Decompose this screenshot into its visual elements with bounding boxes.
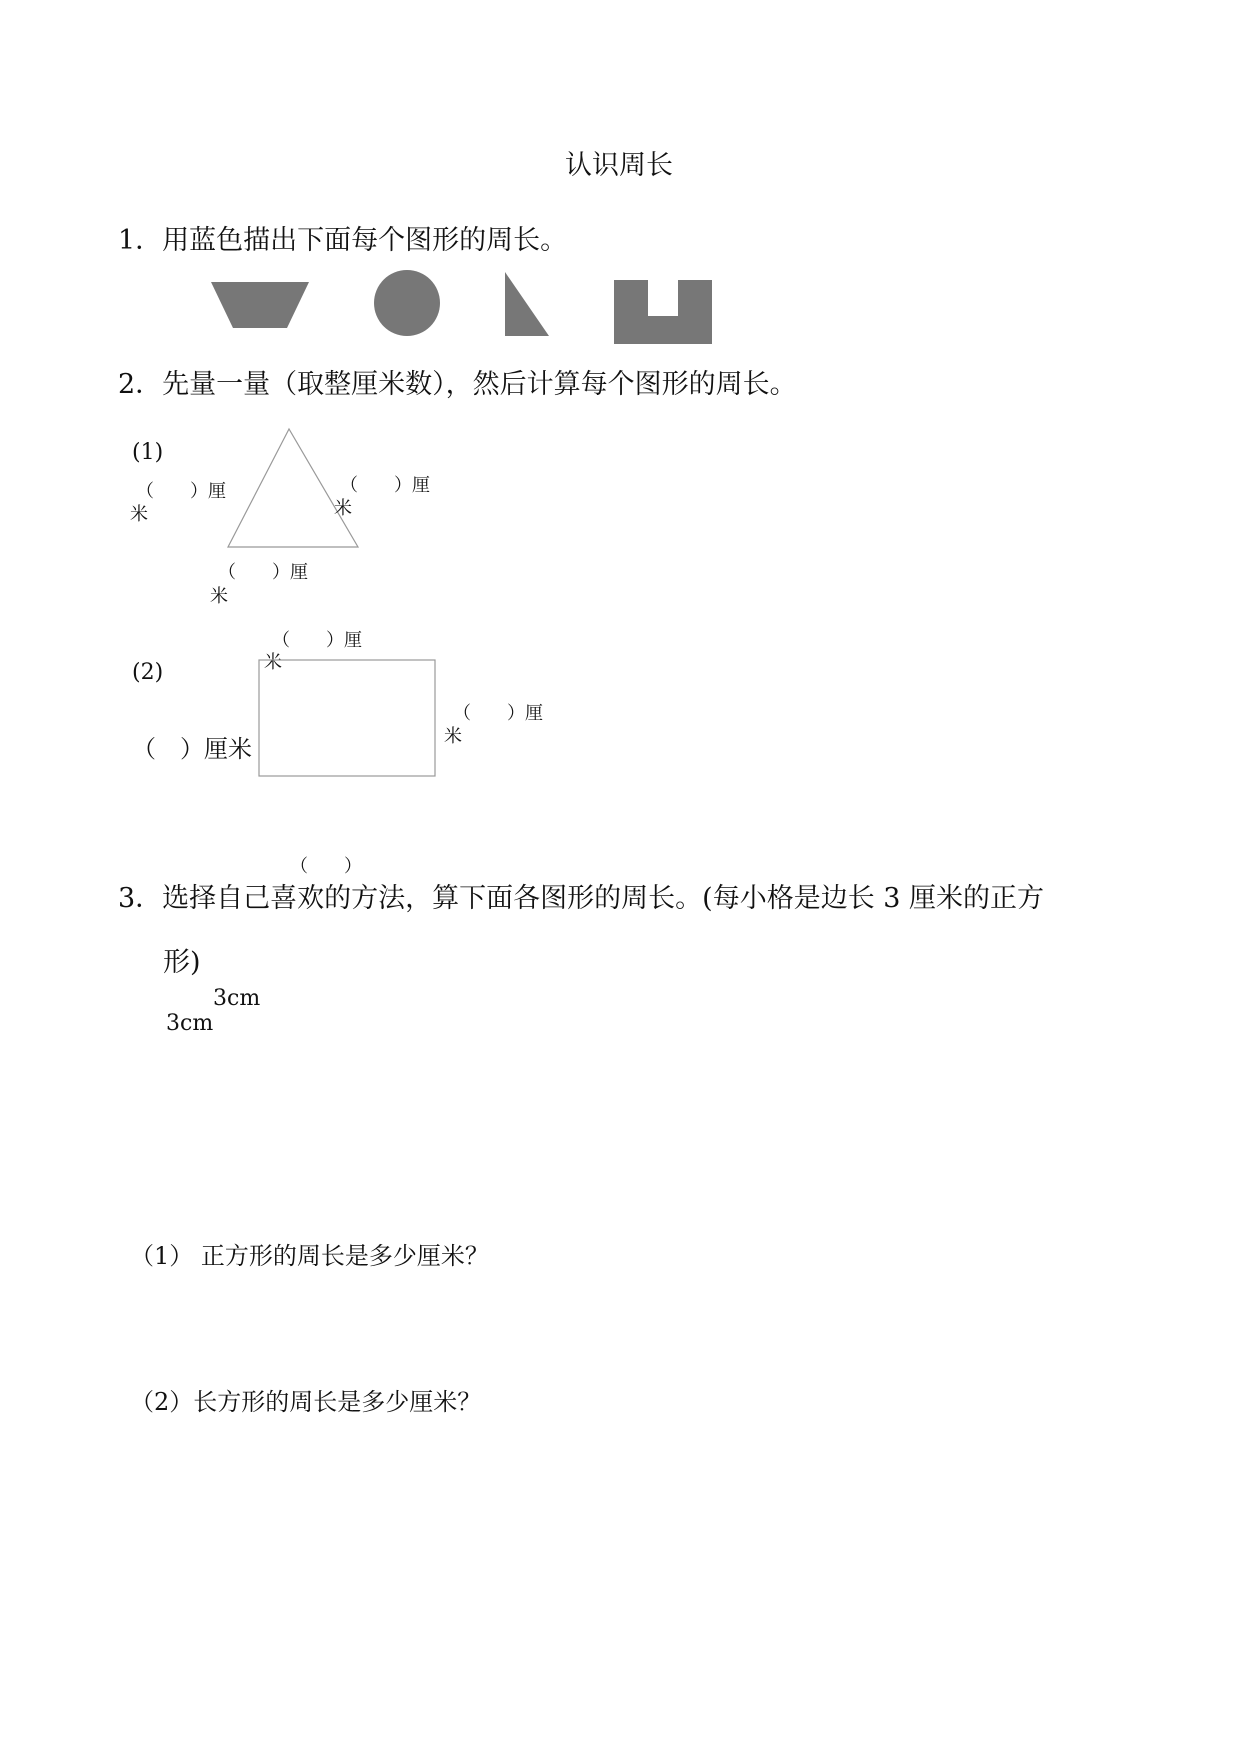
- triangle-left-side-unit: 米: [130, 504, 148, 525]
- triangle-outline: [228, 429, 358, 547]
- rectangle-right-side-unit: 米: [444, 726, 462, 747]
- rectangle-bottom-answer: （ ）: [290, 856, 362, 877]
- u-shape: [614, 280, 714, 346]
- rectangle-left-answer: （ ）厘米: [132, 735, 252, 763]
- question-3-text-continued: 形): [163, 947, 201, 978]
- trapezoid-fill: [211, 282, 309, 328]
- grid-label-left: 3cm: [166, 1011, 214, 1036]
- question-3-text: 3．选择自己喜欢的方法，算下面各图形的周长。(每小格是边长 3 厘米的正方: [118, 883, 1045, 914]
- question-3-sub-2: （2）长方形的周长是多少厘米？: [130, 1388, 482, 1416]
- part-1-label: (1): [132, 440, 164, 465]
- triangle-bottom-side-paren: （ ）厘: [218, 562, 308, 583]
- rectangle-right-side-paren: （ ）厘: [453, 703, 543, 724]
- triangle-left-side-paren: （ ）厘: [136, 481, 226, 502]
- rectangle-top-side-paren: （ ）厘: [272, 630, 362, 651]
- part-2-label: (2): [132, 660, 164, 685]
- rectangle-shape: [258, 659, 438, 779]
- question-3-sub-1: （1） 正方形的周长是多少厘米？: [130, 1242, 489, 1270]
- circle-shape: [374, 270, 444, 340]
- page-title: 认识周长: [565, 150, 673, 181]
- right-triangle-shape: [505, 272, 555, 338]
- question-1-text: 1．用蓝色描出下面每个图形的周长。: [118, 225, 568, 256]
- question-2-text: 2．先量一量（取整厘米数），然后计算每个图形的周长。: [118, 369, 797, 400]
- trapezoid-shape: [211, 280, 311, 330]
- grid-label-top: 3cm: [213, 986, 261, 1011]
- triangle-bottom-side-unit: 米: [210, 586, 228, 607]
- u-shape-fill: [614, 280, 712, 344]
- circle-fill: [374, 270, 440, 336]
- triangle-right-side-paren: （ ）厘: [340, 475, 430, 496]
- triangle-right-side-unit: 米: [334, 498, 352, 519]
- rectangle-outline: [259, 660, 435, 776]
- rectangle-top-side-unit: 米: [264, 652, 282, 673]
- right-triangle-fill: [505, 272, 549, 336]
